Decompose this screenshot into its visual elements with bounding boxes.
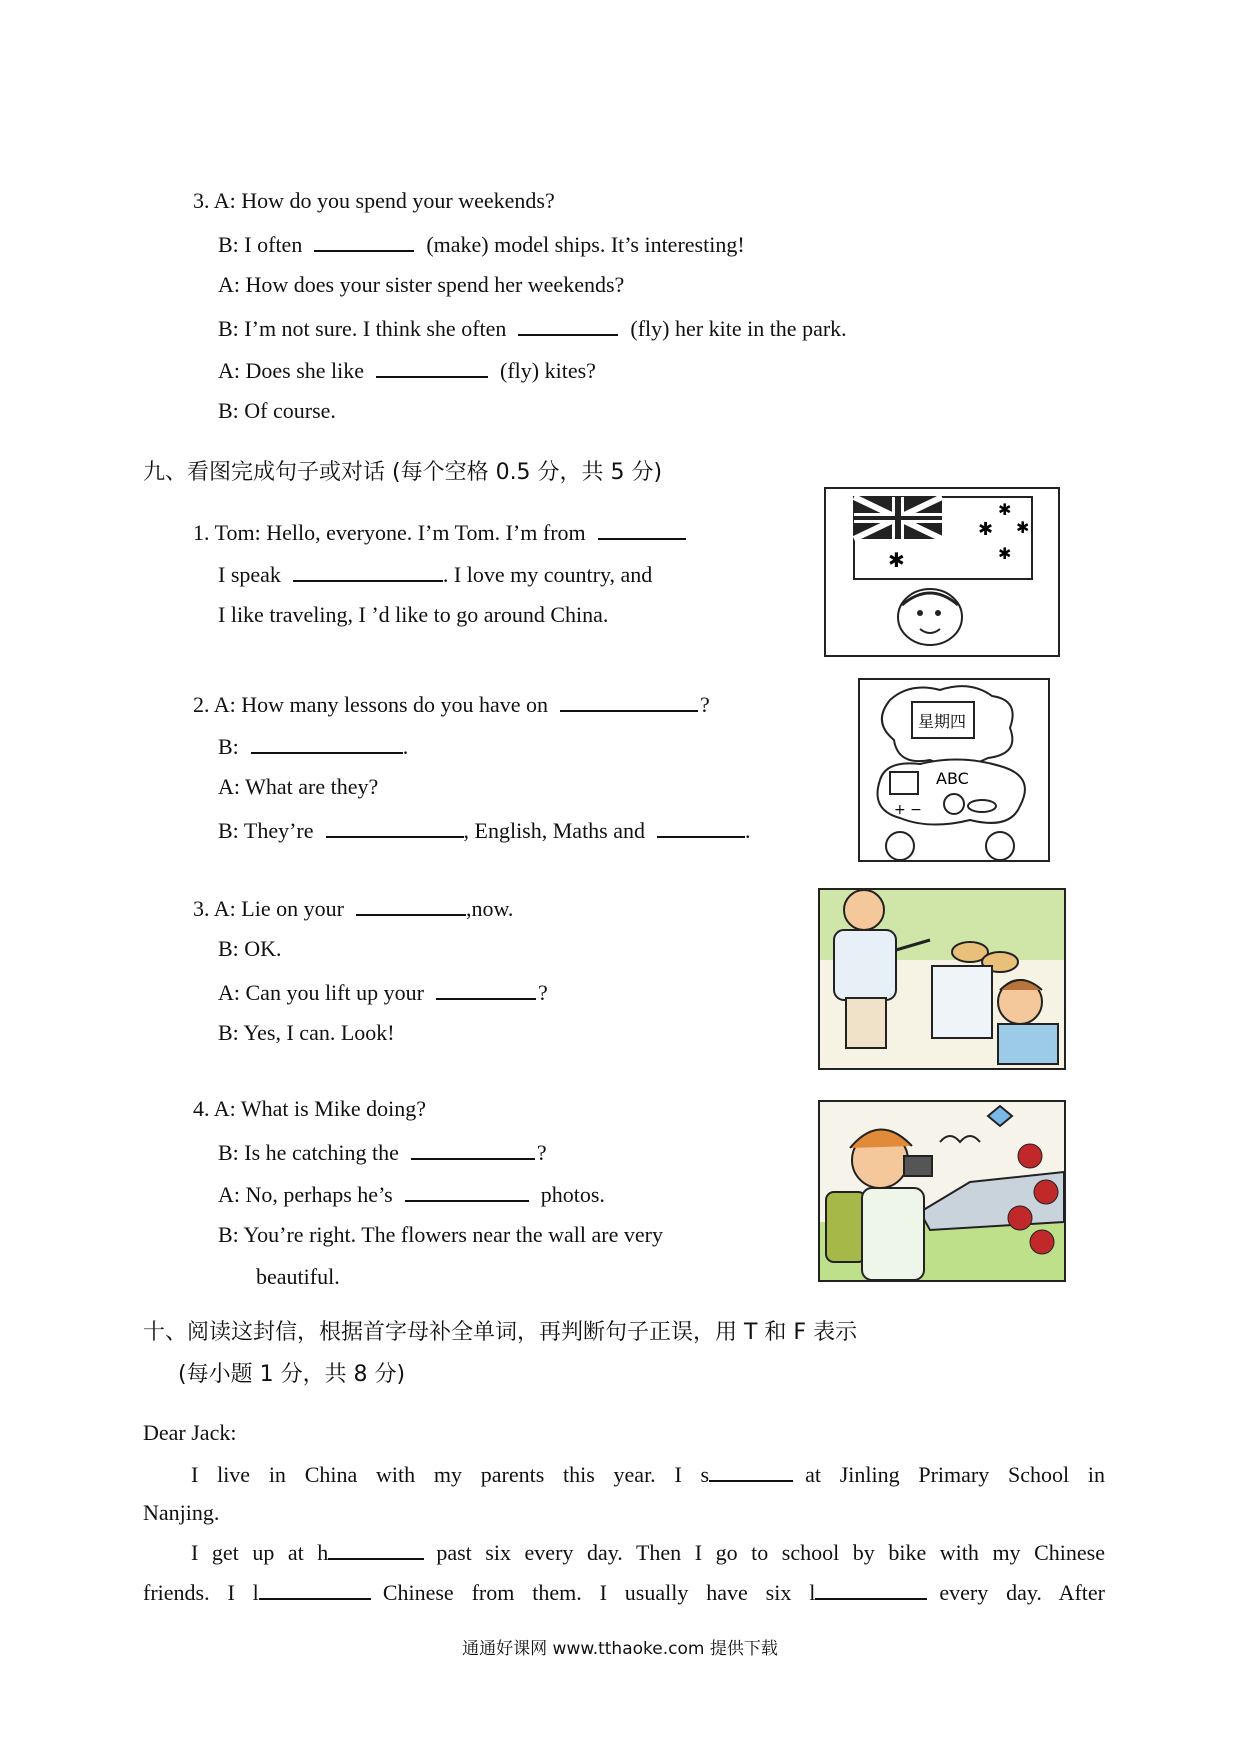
answer-blank[interactable] [251,730,403,754]
answer-blank[interactable] [598,516,686,540]
q3-line-3: A: How does your sister spend her weekends? [218,272,625,297]
s9-item1-line-1: 1. Tom: Hello, everyone. I’m Tom. I’m from [193,516,690,548]
letter-para-1-line-1: I live in China with my parents this year. I s at Jinling Primary School in [143,1458,1105,1490]
section-10-title: 十、阅读这封信，根据首字母补全单词，再判断句子正误，用 T 和 F 表示 [143,1320,858,1345]
answer-blank[interactable] [411,1136,535,1160]
s9-item4-line-5: beautiful. [256,1264,340,1289]
s9-item3-line-2: B: OK. [218,936,282,961]
s9-item4-line-4: B: You’re right. The flowers near the wall are very [218,1222,663,1247]
abc-label: ABC [936,769,969,788]
answer-blank[interactable] [326,814,464,838]
answer-blank[interactable] [405,1178,529,1202]
photo-picture [818,1100,1066,1282]
section-9-title: 九、看图完成句子或对话 (每个空格 0.5 分，共 5 分) [143,460,663,485]
answer-blank[interactable] [709,1458,793,1482]
answer-blank[interactable] [314,228,414,252]
s9-item2-line-1: 2. A: How many lessons do you have on ? [193,688,710,720]
answer-blank[interactable] [815,1576,927,1600]
answer-blank[interactable] [328,1536,424,1560]
page-footer: 通通好课网 www.tthaoke.com 提供下载 [462,1639,778,1659]
answer-blank[interactable] [356,892,466,916]
answer-blank[interactable] [376,354,488,378]
answer-blank[interactable] [436,976,536,1000]
s9-item2-line-2: B: . [218,730,408,762]
svg-text:✱: ✱ [998,544,1012,563]
q3-line-5: A: Does she like (fly) kites? [218,354,596,386]
letter-para-2-line-2: friends. I l Chinese from them. I usually have six l every day. After [143,1576,1105,1608]
svg-text:✱: ✱ [998,500,1012,519]
s9-item1-line-2: I speak . I love my country, and [218,558,652,590]
australia-flag-icon [826,489,1058,655]
s9-item4-line-1: 4. A: What is Mike doing? [193,1096,427,1121]
s9-item3-line-4: B: Yes, I can. Look! [218,1020,395,1045]
svg-text:✱: ✱ [888,548,905,572]
s9-item1-line-3: I like traveling, I ’d like to go around China. [218,602,609,627]
s9-item4-line-3: A: No, perhaps he’s photos. [218,1178,605,1210]
q3-line-6: B: Of course. [218,398,336,423]
butterfly-icon [988,1106,1012,1126]
s9-item3-line-1: 3. A: Lie on your ,now. [193,892,513,924]
q3-line-2: B: I often (make) model ships. It’s interesting! [218,228,745,260]
svg-text:✱: ✱ [1016,518,1030,537]
lessons-picture [858,678,1050,862]
svg-text:+ −: + − [894,802,922,818]
flag-picture [824,487,1060,657]
exercise-picture [818,888,1066,1070]
calendar-label: 星期四 [918,712,967,731]
s9-item2-line-4: B: They’re , English, Maths and . [218,814,751,846]
answer-blank[interactable] [560,688,698,712]
answer-blank[interactable] [518,312,618,336]
letter-para-1-line-2: Nanjing. [143,1500,220,1525]
answer-blank[interactable] [657,814,745,838]
letter-para-2-line-1: I get up at h past six every day. Then I go to school by bike with my Chinese [143,1536,1105,1568]
answer-blank[interactable] [259,1576,371,1600]
s9-item2-line-3: A: What are they? [218,774,379,799]
camera-icon [904,1156,932,1176]
svg-text:✱: ✱ [978,519,994,540]
q3-line-4: B: I’m not sure. I think she often (fly) her kite in the park. [218,312,847,344]
section-10-subtitle: (每小题 1 分，共 8 分) [178,1362,406,1387]
q3-line-1: 3. A: How do you spend your weekends? [193,188,555,213]
s9-item4-line-2: B: Is he catching the ? [218,1136,547,1168]
letter-greeting: Dear Jack: [143,1420,237,1445]
s9-item3-line-3: A: Can you lift up your ? [218,976,548,1008]
answer-blank[interactable] [293,558,443,582]
